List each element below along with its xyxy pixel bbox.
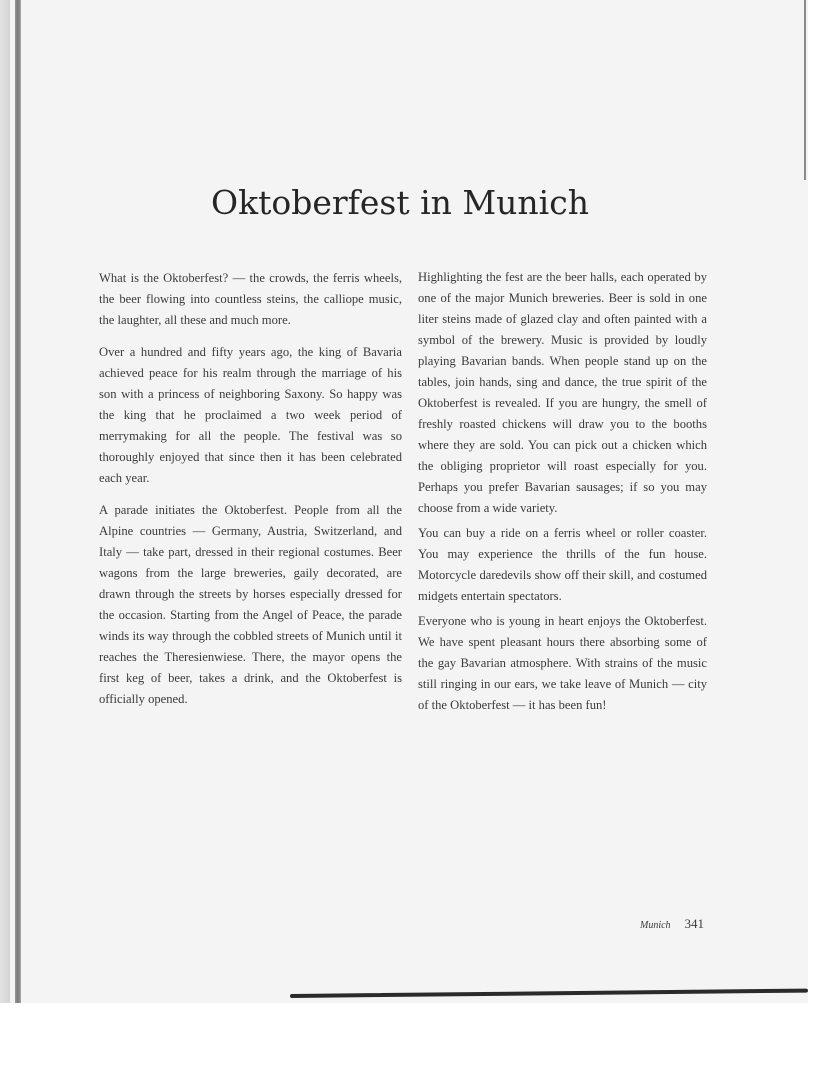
page-right-edge	[804, 0, 806, 180]
paragraph: A parade initiates the Oktoberfest. People from all the Alpine countries — Germany, Austria, Switzerland, and Italy — take part, dressed in their regional costumes. Beer wagons from the large breweries, gaily decorated, are drawn through the streets by horses especially dressed for the occasion. Starting from the Angel of Peace, the parade winds its way through the cobbled streets of Munich until it reaches the Theresienwiese. There, the mayor opens the first keg of beer, takes a drink, and the Oktoberfest is officially opened.	[99, 503, 402, 706]
page-footer	[640, 915, 704, 933]
right-column	[418, 267, 707, 720]
binding-shadow	[0, 0, 10, 1003]
left-column	[99, 268, 402, 721]
paragraph: Over a hundred and fifty years ago, the king of Bavaria achieved peace for his realm through the marriage of his son with a princess of neighboring Saxony. So happy was the king that he proclaimed a two week period of merrymaking for all the people. The festival was so thoroughly enjoyed that since then it has been celebrated each year.	[99, 345, 402, 485]
paragraph: Everyone who is young in heart enjoys the Oktoberfest. We have spent pleasant hours there absorbing some of the gay Bavarian atmosphere. With strains of the music still ringing in our ears, we take leave of Munich — city of the Oktoberfest — it has been fun!	[418, 614, 707, 712]
paragraph: What is the Oktoberfest? — the crowds, the ferris wheels, the beer flowing into countless steins, the calliope music, the laughter, all these and much more.	[99, 271, 402, 327]
page-title: Oktoberfest in Munich	[211, 183, 589, 222]
page-number: 341	[684, 916, 705, 931]
page-bottom-edge	[290, 989, 808, 998]
paragraph: You can buy a ride on a ferris wheel or roller coaster. You may experience the thrills of the fun house. Motorcycle daredevils show off their skill, and costumed midgets entertain spectators.	[418, 526, 707, 603]
binding-edge-line	[15, 0, 21, 1003]
paragraph: Highlighting the fest are the beer halls, each operated by one of the major Munich breweries. Beer is sold in one liter steins made of glazed clay and often painted with a symbol of the brewery. Music is provided by loudly playing Bavarian bands. When people stand up on the tables, join hands, sing and dance, the true spirit of the Oktoberfest is revealed. If you are hungry, the smell of freshly roasted chickens will draw you to the booths where they are sold. You can pick out a chicken which the obliging proprietor will roast especially for you. Perhaps you prefer Bavarian sausages; if so you may choose from a wide variety.	[418, 270, 707, 515]
running-head: Munich	[640, 920, 671, 931]
